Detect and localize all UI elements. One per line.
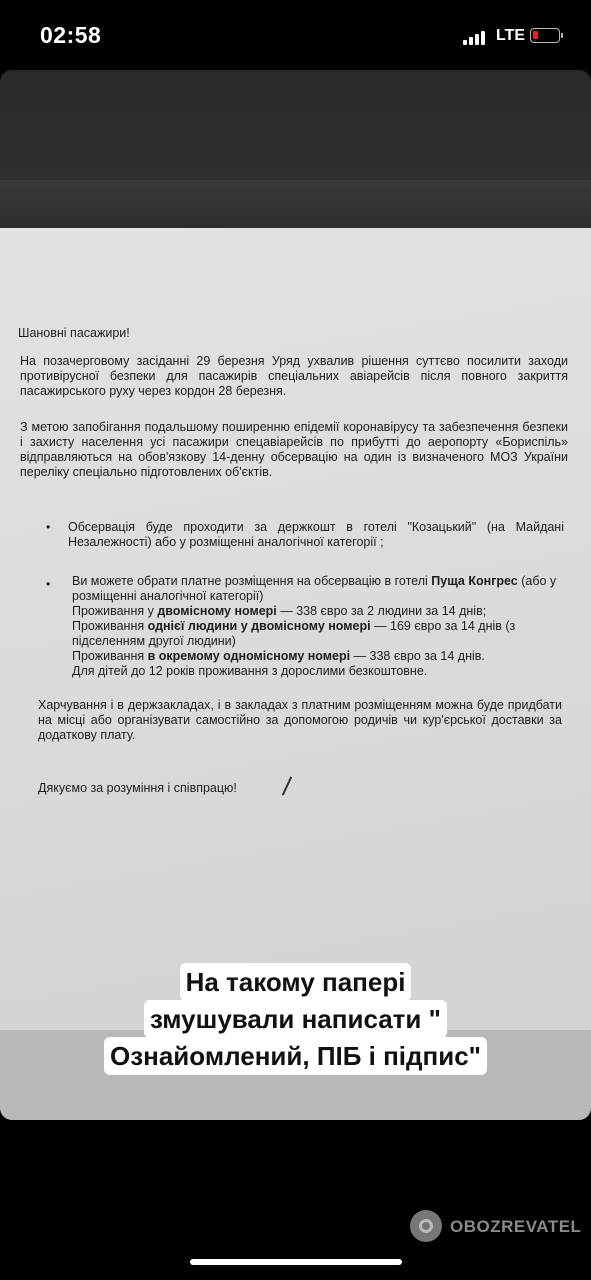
doc-bullet-2: Ви можете обрати платне розміщення на обсервацію в готелі Пуща Конгрес (або у розміщенні аналогічної категорії) Проживання у двомісному номері — 338 євро за 2 людини за 14 днів; Проживання однієї людини у двомісному номері — 169 євро за 14 днів (з підселенням другої людини) Проживання в окремому одномісному номері — 338 євро за 14 днів. Для дітей до 12 років проживання з дорослими безкоштовне. (72, 574, 557, 678)
pen-mark (282, 777, 292, 796)
bullet-dot: • (46, 577, 51, 591)
battery-icon (530, 28, 560, 43)
bullet-dot: • (46, 520, 51, 534)
document-paper (0, 228, 591, 1030)
caption-line-1: На такому папері (180, 963, 412, 1001)
battery-tip (561, 33, 563, 38)
network-type: LTE (496, 27, 526, 44)
doc-food-paragraph: Харчування і в держзакладах, і в закладах з платним розміщенням можна буде придбати на місці або організувати самостійно за допомогою родичів чи кур'єрської доставки за додаткову плату. (38, 698, 562, 742)
story-card[interactable] (0, 70, 591, 1120)
photo-background (0, 70, 591, 180)
story-caption (0, 963, 591, 1074)
status-time: 02:58 (40, 22, 102, 48)
doc-bullet-1: Обсервація буде проходити за держкошт в готелі "Козацький" (на Майдані Незалежності) або у розміщенні аналогічної категорії ; (68, 520, 564, 549)
doc-paragraph-2: З метою запобігання подальшому поширенню епідемії коронавірусу та забезпечення безпеки і захисту населення усі пасажири спецавіарейсів по прибутті до аеропорту «Бориспіль» відправляються на обов'язкову 14-денну обсервацію на один із визначеного МОЗ України переліку спеціально підготовлених об'єктів. (20, 420, 568, 479)
watermark-text: OBOZREVATEL (450, 1217, 582, 1236)
doc-thanks: Дякуємо за розуміння і співпрацю! (38, 781, 237, 795)
status-bar (0, 0, 591, 70)
caption-line-2: змушували написати " (144, 1000, 447, 1038)
caption-line-3: Ознайомлений, ПІБ і підпис" (104, 1037, 487, 1075)
doc-greeting: Шановні пасажири! (18, 326, 130, 340)
signal-icon (463, 31, 493, 45)
globe-icon (410, 1210, 442, 1242)
home-indicator[interactable] (190, 1259, 402, 1265)
doc-paragraph-1: На позачерговому засіданні 29 березня Уряд ухвалив рішення суттєво посилити заходи противірусної безпеки для пасажирів спеціальних авіарейсів після повного закриття пасажирського руху через кордон 28 березня. (20, 354, 568, 398)
